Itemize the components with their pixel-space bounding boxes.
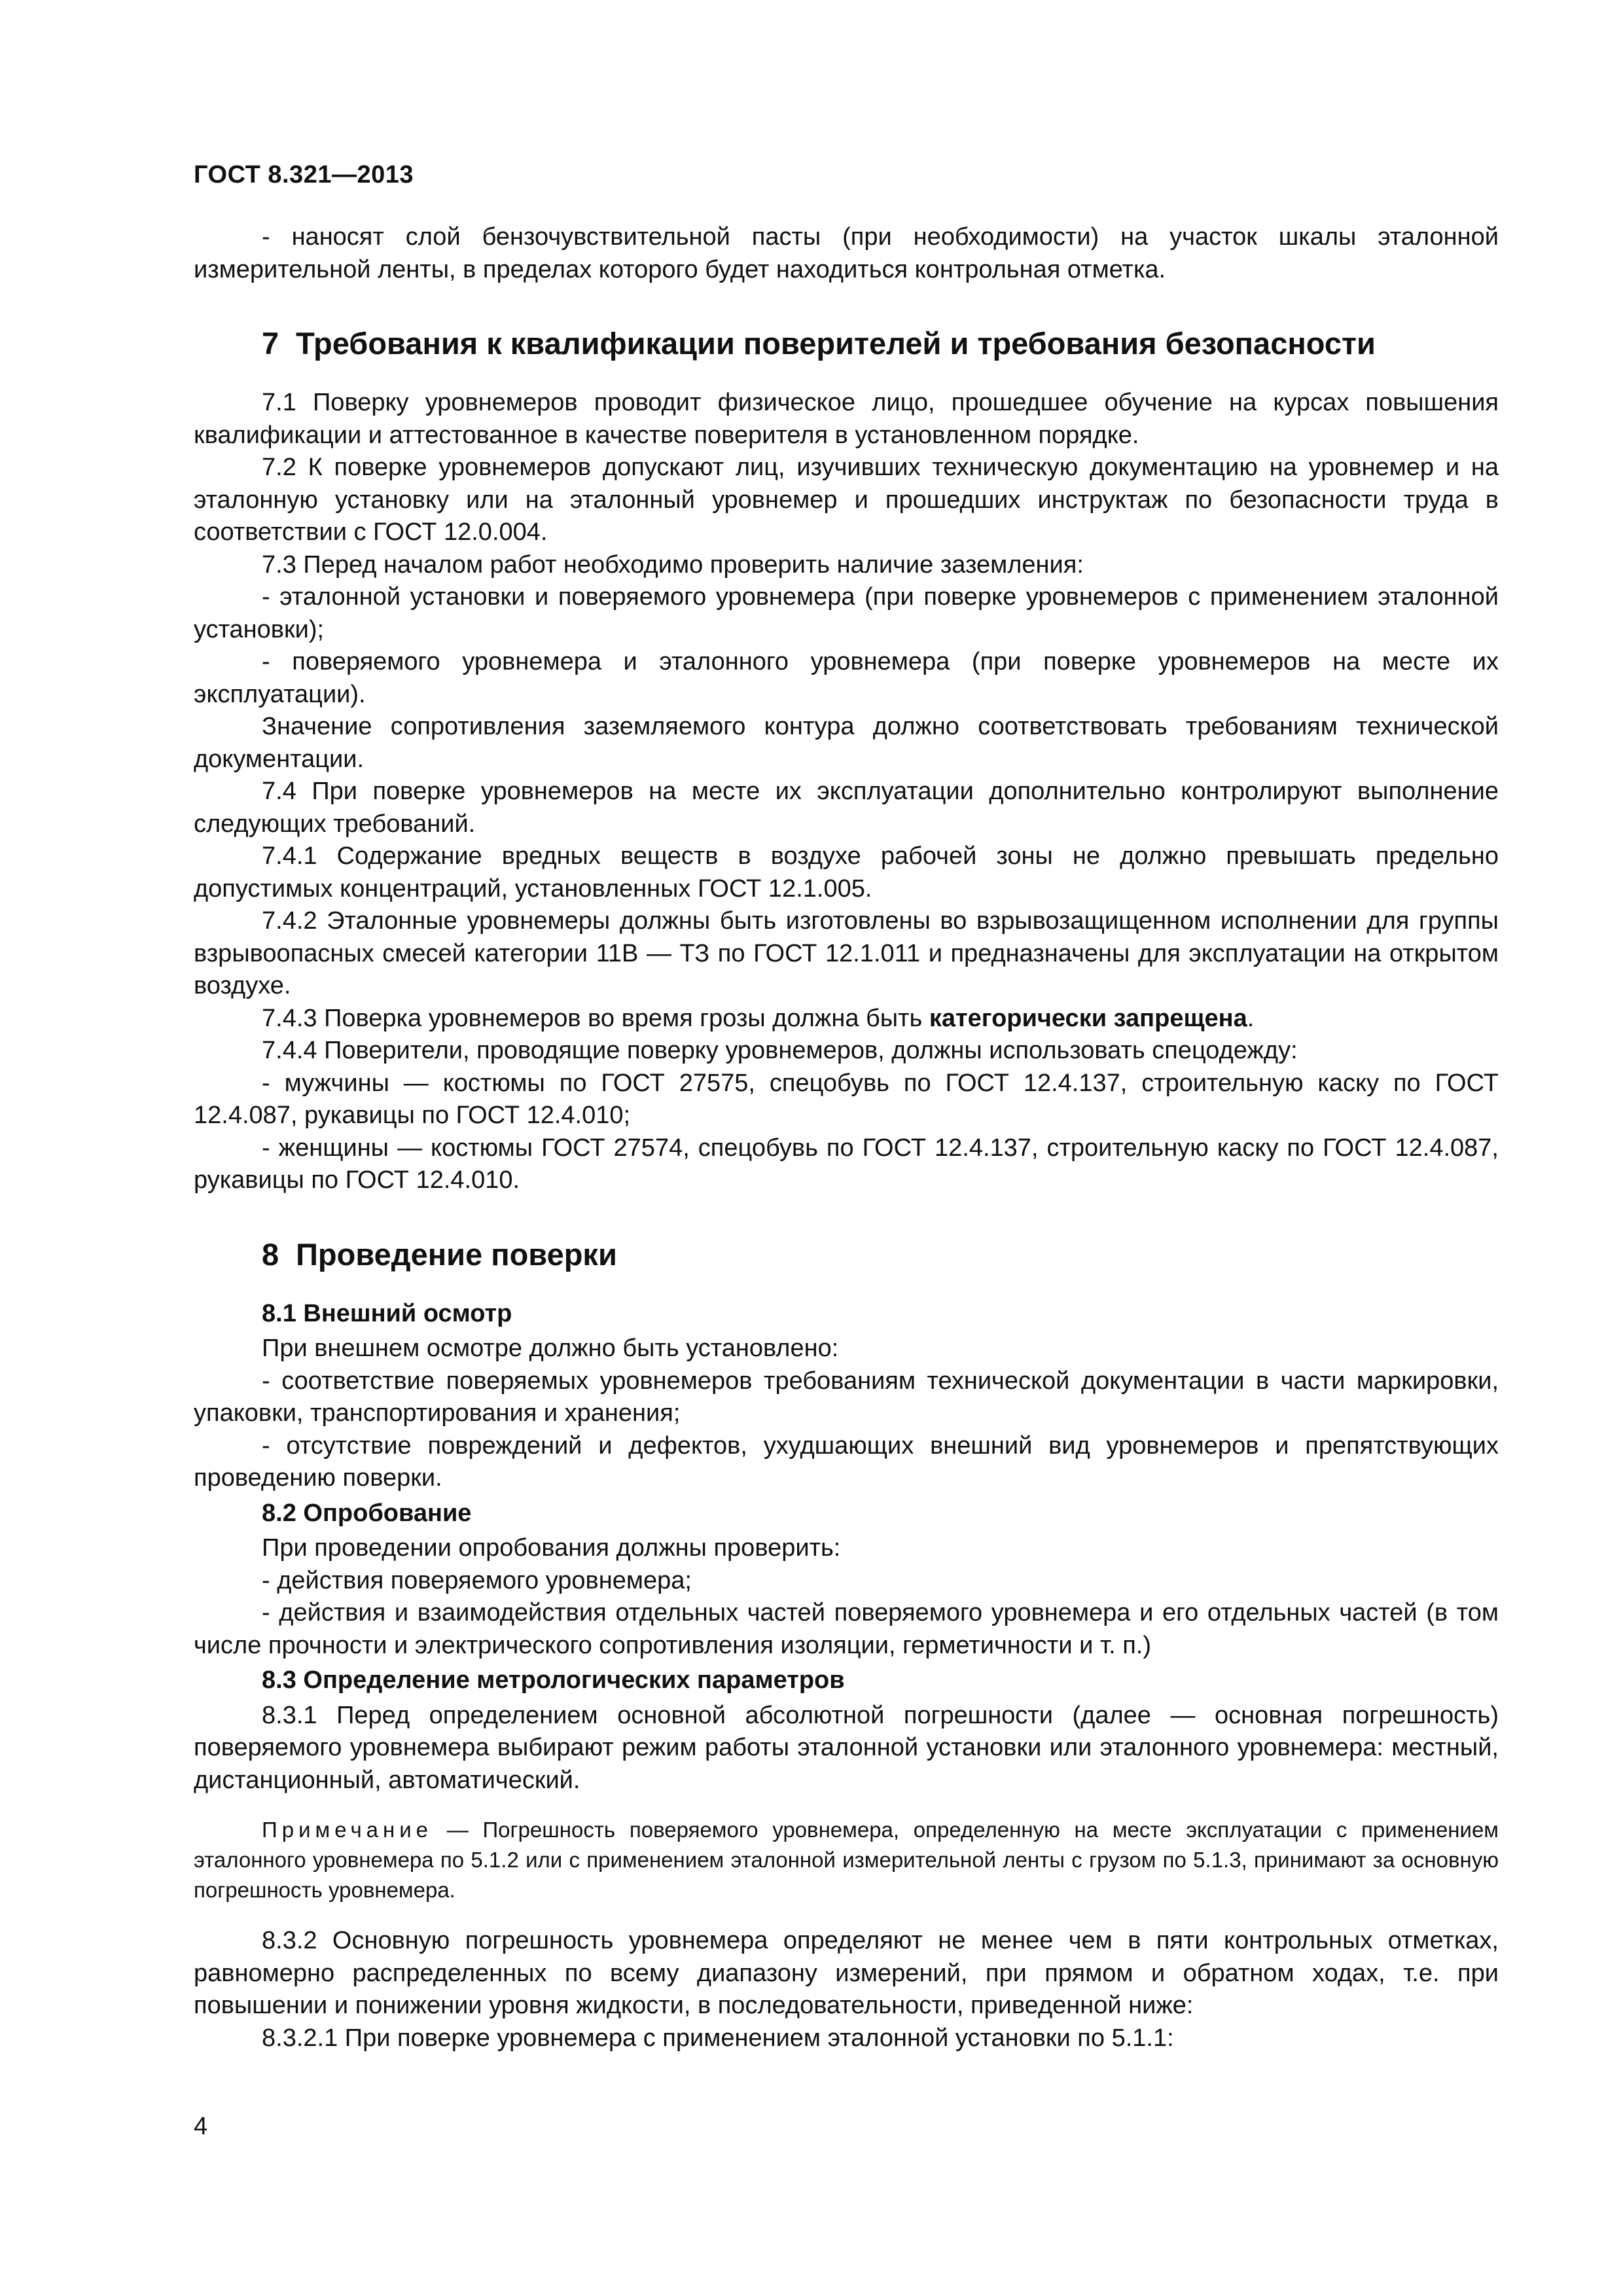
paragraph-8-1: При внешнем осмотре должно быть установлено: bbox=[262, 1335, 839, 1362]
paragraph-7-4-3-emphasis: категорически запрещена bbox=[929, 1004, 1247, 1032]
paragraph-8-1-item-a: - соответствие поверяемых уровнемеров требованиям технической документации в части маркировки, упаковки, транспортирования и хранения; bbox=[194, 1367, 1499, 1427]
paragraph-7-3: 7.3 Перед началом работ необходимо проверить наличие заземления: bbox=[262, 550, 1084, 579]
subsection-8-2-heading: 8.2 Опробование bbox=[262, 1499, 472, 1527]
paragraph-7-3-resistance: Значение сопротивления заземляемого контура должно соответствовать требованиям технической документации. bbox=[194, 713, 1499, 773]
paragraph-7-4-3 bbox=[194, 1003, 1499, 1035]
paragraph-8-3-2: 8.3.2 Основную погрешность уровнемера определяют не менее чем в пяти контрольных отметках, равномерно распределенных по всему диапазону измерений, при прямом и обратном ходах, т.е. при повышении и понижении уровня жидкости, в последовательности, приведенной ниже: bbox=[194, 1927, 1499, 2019]
paragraph-intro: - наносят слой бензочувствительной пасты (при необходимости) на участок шкалы эталонной измерительной ленты, в пределах которого будет находиться контрольная отметка. bbox=[194, 223, 1499, 283]
paragraph-8-3-2-1: 8.3.2.1 При поверке уровнемера с применением эталонной установки по 5.1.1: bbox=[262, 2024, 1174, 2052]
standard-code-header: ГОСТ 8.321—2013 bbox=[194, 161, 414, 188]
note-label: Примечание bbox=[262, 1818, 433, 1842]
note-block bbox=[194, 1815, 1499, 1905]
paragraph-8-2-item-a: - действия поверяемого уровнемера; bbox=[262, 1566, 692, 1594]
paragraph-8-2-item-b: - действия и взаимодействия отдельных частей поверяемого уровнемера и его отдельных частей (в том числе прочности и электрического сопротивления изоляции, герметичности и т. п.) bbox=[194, 1599, 1499, 1659]
section-7-heading bbox=[262, 324, 1499, 363]
paragraph-7-4: 7.4 При поверке уровнемеров на месте их эксплуатации дополнительно контролируют выполнение следующих требований. bbox=[194, 778, 1499, 838]
paragraph-7-4-1: 7.4.1 Содержание вредных веществ в воздухе рабочей зоны не должно превышать предельно допустимых концентраций, установленных ГОСТ 12.1.005. bbox=[194, 842, 1499, 903]
paragraph-7-3-item-a: - эталонной установки и поверяемого уровнемера (при поверке уровнемеров с применением эталонной установки); bbox=[194, 583, 1499, 643]
section-7-number: 7 bbox=[262, 326, 279, 361]
section-8-heading bbox=[262, 1235, 1499, 1274]
paragraph-7-4-4-men: - мужчины — костюмы по ГОСТ 27575, спецобувь по ГОСТ 12.4.137, строительную каску по ГОСТ 12.4.087, рукавицы по ГОСТ 12.4.010; bbox=[194, 1069, 1499, 1129]
paragraph-7-4-3-end: . bbox=[1247, 1004, 1255, 1032]
paragraph-7-4-2: 7.4.2 Эталонные уровнемеры должны быть изготовлены во взрывозащищенном исполнении для группы взрывоопасных смесей категории 11В — ТЗ по ГОСТ 12.1.011 и предназначены для эксплуатации на открытом воздухе. bbox=[194, 907, 1499, 999]
subsection-8-1-heading: 8.1 Внешний осмотр bbox=[262, 1299, 512, 1327]
section-8-number: 8 bbox=[262, 1236, 279, 1272]
paragraph-7-2: 7.2 К поверке уровнемеров допускают лиц, изучивших техническую документацию на уровнемер и на эталонную установку или на эталонный уровнемер и прошедших инструктаж по безопасности труда в соответствии с ГОСТ 12.0.004. bbox=[194, 454, 1499, 546]
paragraph-7-4-4: 7.4.4 Поверители, проводящие поверку уровнемеров, должны использовать спецодежду: bbox=[262, 1037, 1298, 1064]
note-text: — Погрешность поверяемого уровнемера, определенную на месте эксплуатации с применением эталонного уровнемера по 5.1.2 или с применением эталонной измерительной ленты с грузом по 5.1.3, принимают за основную погрешность уровнемера. bbox=[194, 1818, 1499, 1902]
paragraph-7-4-3-text: 7.4.3 Поверка уровнемеров во время грозы должна быть bbox=[262, 1004, 929, 1032]
paragraph-7-1: 7.1 Поверку уровнемеров проводит физическое лицо, прошедшее обучение на курсах повышения квалификации и аттестованное в качестве поверителя в установленном порядке. bbox=[194, 389, 1499, 449]
paragraph-7-3-item-b: - поверяемого уровнемера и эталонного уровнемера (при поверке уровнемеров на месте их эксплуатации). bbox=[194, 648, 1499, 708]
page-number: 4 bbox=[194, 2113, 208, 2140]
subsection-8-3-heading: 8.3 Определение метрологических параметров bbox=[262, 1666, 845, 1694]
paragraph-8-2: При проведении опробования должны проверить: bbox=[262, 1534, 841, 1562]
page-content bbox=[194, 221, 1499, 2054]
paragraph-7-4-4-women: - женщины — костюмы ГОСТ 27574, спецобувь по ГОСТ 12.4.137, строительную каску по ГОСТ 12.4.087, рукавицы по ГОСТ 12.4.010. bbox=[194, 1134, 1499, 1194]
section-7-title: Требования к квалификации поверителей и требования безопасности bbox=[296, 326, 1376, 361]
paragraph-8-1-item-b: - отсутствие повреждений и дефектов, ухудшающих внешний вид уровнемеров и препятствующих проведению поверки. bbox=[194, 1431, 1499, 1492]
section-8-title: Проведение поверки bbox=[296, 1236, 617, 1272]
paragraph-8-3-1: 8.3.1 Перед определением основной абсолютной погрешности (далее — основная погрешность) поверяемого уровнемера выбирают режим работы эталонной установки или эталонного уровнемера: местный, дистанционный, автоматический. bbox=[194, 1701, 1499, 1794]
